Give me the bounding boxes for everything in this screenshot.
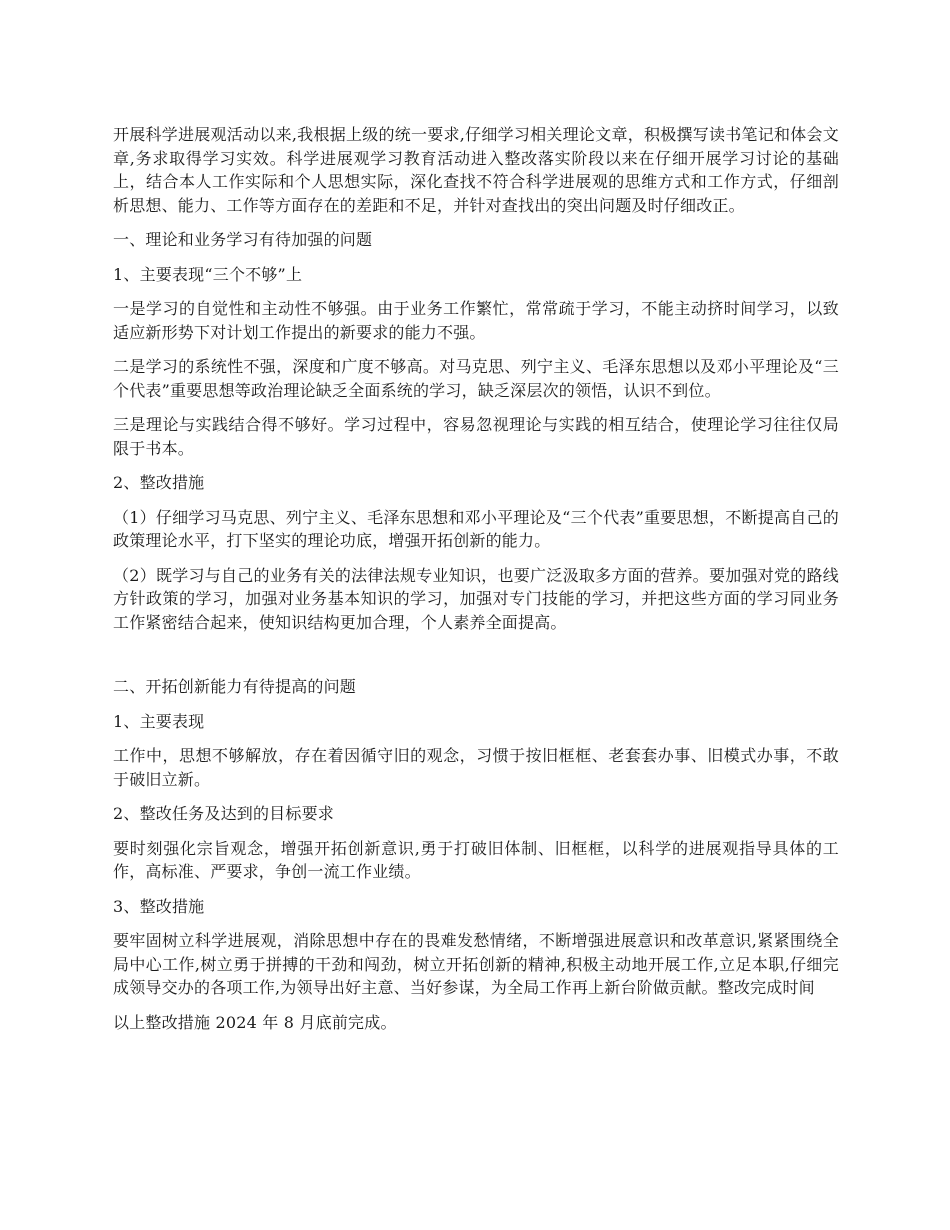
document-body [113, 123, 839, 1045]
body-paragraph: 要时刻强化宗旨观念，增强开拓创新意识,勇于打破旧体制、旧框框，以科学的进展观指导具体的工作，高标准、严要求，争创一流工作业绩。 [113, 838, 839, 881]
measure-item-1: （1）仔细学习马克思、列宁主义、毛泽东思想和邓小平理论及“三个代表”重要思想，不断提高自己的政策理论水平，打下坚实的理论功底，增强开拓创新的能力。 [113, 507, 839, 550]
subheading-2-2: 2、整改任务及达到的目标要求 [113, 804, 334, 823]
section-heading-2: 二、开拓创新能力有待提高的问题 [113, 677, 357, 696]
measure-item-2: （2）既学习与自己的业务有关的法律法规专业知识，也要广泛汲取多方面的营养。要加强对党的路线方针政策的学习，加强对业务基本知识的学习，加强对专门技能的学习，并把这些方面的学习同业务工作紧密结合起来，使知识结构更加合理，个人素养全面提高。 [113, 565, 839, 632]
body-paragraph: 一是学习的自觉性和主动性不够强。由于业务工作繁忙，常常疏于学习，不能主动挤时间学习，以致适应新形势下对计划工作提出的新要求的能力不强。 [113, 299, 839, 342]
subheading-2-3: 3、整改措施 [113, 896, 205, 916]
subheading-1-1: 1、主要表现“三个不够”上 [113, 264, 303, 284]
section-heading-1: 一、理论和业务学习有待加强的问题 [113, 230, 373, 249]
intro-paragraph: 开展科学进展观活动以来,我根据上级的统一要求,仔细学习相关理论文章，积极撰写读书笔记和体会文章,务求取得学习实效。科学进展观学习教育活动进入整改落实阶段以来在仔细开展学习讨论的基础上，结合本人工作实际和个人思想实际，深化查找不符合科学进展观的思维方式和工作方式，仔细剖析思想、能力、工作等方面存在的差距和不足，并针对查找出的突出问题及时仔细改正。 [113, 125, 839, 215]
body-paragraph: 三是理论与实践结合得不够好。学习过程中，容易忽视理论与实践的相互结合，使理论学习往往仅局限于书本。 [113, 415, 839, 458]
subheading-1-2: 2、整改措施 [113, 473, 205, 492]
completion-note: 以上整改措施 2024 年 8 月底前完成。 [113, 1012, 397, 1032]
body-paragraph: 工作中，思想不够解放，存在着因循守旧的观念，习惯于按旧框框、老套套办事、旧模式办事，不敢于破旧立新。 [113, 746, 839, 789]
subheading-2-1: 1、主要表现 [113, 711, 205, 731]
section-spacer [113, 645, 839, 675]
body-paragraph: 要牢固树立科学进展观，消除思想中存在的畏难发愁情绪，不断增强进展意识和改革意识,紧紧围绕全局中心工作,树立勇于拼搏的干劲和闯劲，树立开拓创新的精神,积极主动地开展工作,立足本职,仔细完成领导交办的各项工作,为领导出好主意、当好参谋，为全局工作再上新台阶做贡献。整改完成时间 [113, 931, 839, 997]
body-paragraph: 二是学习的系统性不强，深度和广度不够高。对马克思、列宁主义、毛泽东思想以及邓小平理论及“三个代表”重要思想等政治理论缺乏全面系统的学习，缺乏深层次的领悟，认识不到位。 [113, 357, 839, 400]
